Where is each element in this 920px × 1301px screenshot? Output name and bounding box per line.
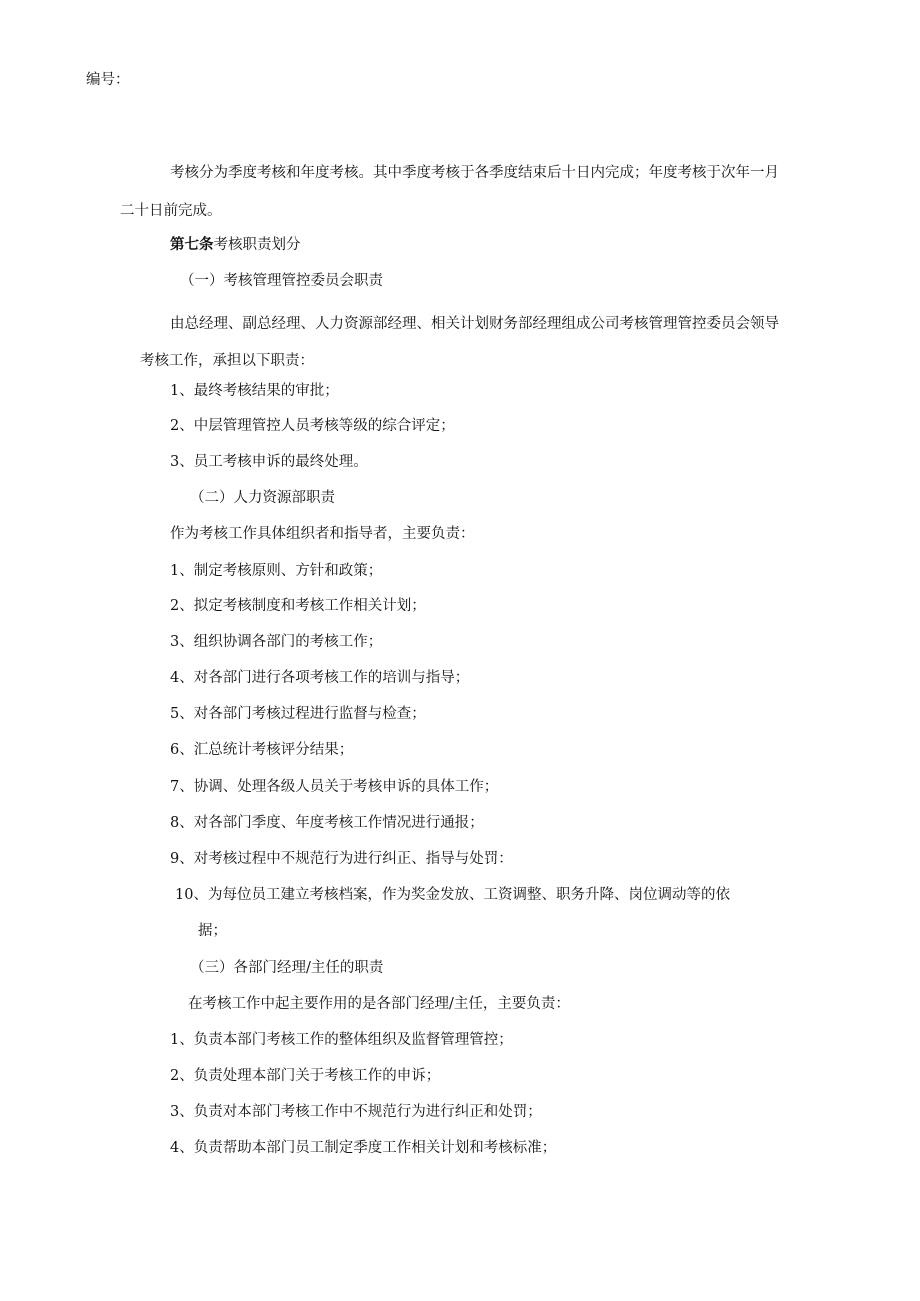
section1-item: 3、员工考核申诉的最终处理。 [170,454,368,470]
section2-item: 7、协调、处理各级人员关于考核申诉的具体工作； [170,779,499,795]
article-heading [170,235,301,255]
section1-intro: 由总经理、副总经理、人力资源部经理、相关计划财务部经理组成公司考核管理管控委员会领导考核工作，承担以下职责： [140,316,779,369]
section2-item: 8、对各部门季度、年度考核工作情况进行通报； [170,815,484,831]
section2-item-10: 10、为每位员工建立考核档案，作为奖金发放、工资调整、职务升降、岗位调动等的依 [175,887,730,903]
section3-item: 4、负责帮助本部门员工制定季度工作相关计划和考核标准； [170,1140,557,1156]
section2-item: 1、制定考核原则、方针和政策； [170,563,383,579]
article-number: 第七条 [170,237,214,253]
section3-intro: 在考核工作中起主要作用的是各部门经理/主任，主要负责： [188,996,570,1012]
section3-item: 3、负责对本部门考核工作中不规范行为进行纠正和处罚； [170,1104,542,1120]
section2-item: 6、汇总统计考核评分结果； [170,742,354,758]
section1-item: 2、中层管理管控人员考核等级的综合评定； [170,418,455,434]
section1-item: 1、最终考核结果的审批； [170,383,339,399]
intro-paragraph: 考核分为季度考核和年度考核。其中季度考核于各季度结束后十日内完成；年度考核于次年一月二十日前完成。 [120,165,779,219]
section2-item: 4、对各部门进行各项考核工作的培训与指导； [170,670,470,686]
section2-item: 9、对考核过程中不规范行为进行纠正、指导与处罚： [170,851,513,867]
section2-item: 3、组织协调各部门的考核工作； [170,634,383,650]
section1-heading: （一）考核管理管控委员会职责 [180,273,383,289]
section2-item: 5、对各部门考核过程进行监督与检查； [170,706,426,722]
section2-item: 2、拟定考核制度和考核工作相关计划； [170,598,426,614]
section3-item: 1、负责本部门考核工作的整体组织及监督管理管控； [170,1032,513,1048]
article-title: 考核职责划分 [213,237,301,253]
section3-heading: （三）各部门经理/主任的职责 [190,960,384,976]
section3-item: 2、负责处理本部门关于考核工作的申诉； [170,1068,441,1084]
section2-intro: 作为考核工作具体组织者和指导者，主要负责： [170,526,475,542]
section2-item-10-continuation: 据； [198,923,227,939]
document-number-label: 编号： [86,72,130,88]
section2-heading: （二）人力资源部职责 [190,490,335,506]
